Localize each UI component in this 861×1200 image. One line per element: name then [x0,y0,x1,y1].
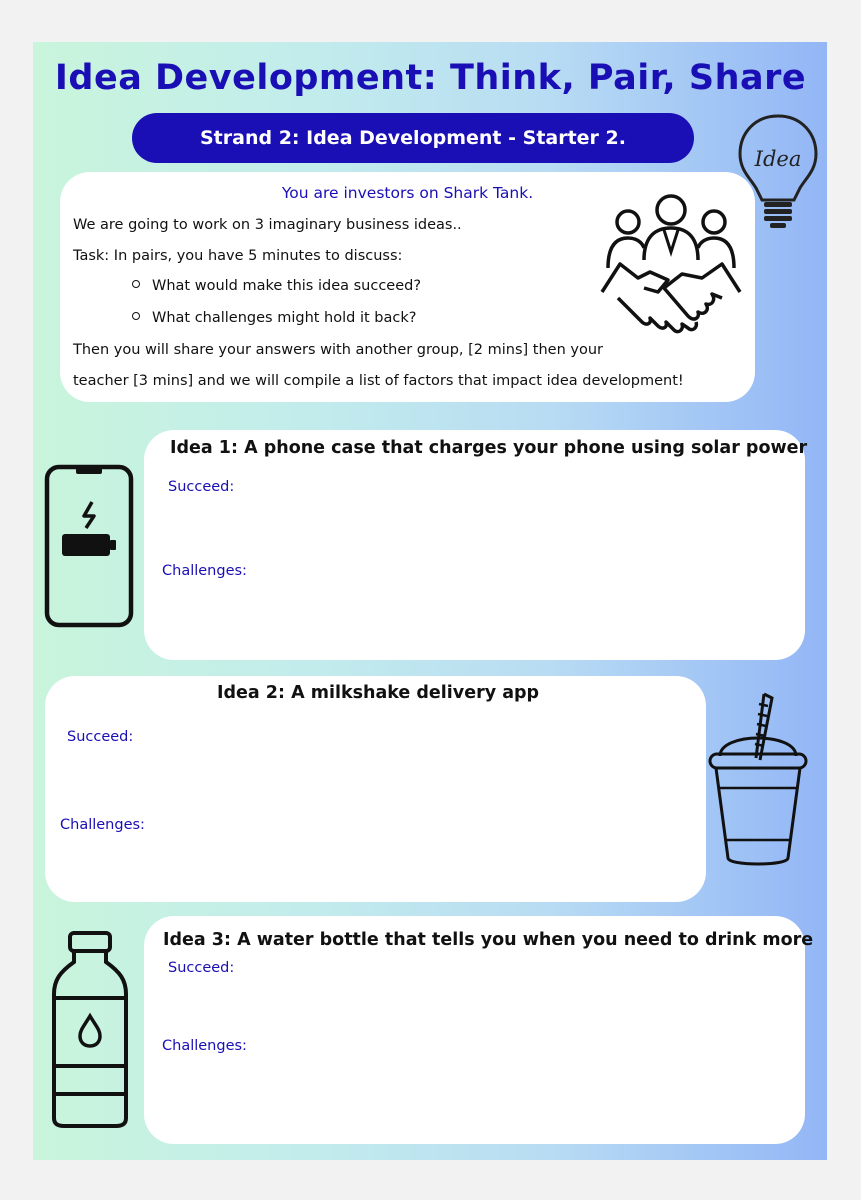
intro-bullet-2-text: What challenges might hold it back? [152,310,417,326]
idea-3-title: Idea 3: A water bottle that tells you when you need to drink more [163,930,814,950]
intro-heading: You are investors on Shark Tank. [281,184,534,202]
idea-2-title: Idea 2: A milkshake delivery app [217,683,540,703]
idea-1-succeed-label: Succeed: [168,479,235,495]
idea-2-card [45,676,706,902]
idea-1-title: Idea 1: A phone case that charges your phone using solar power [170,438,808,458]
bullet-marker [132,280,140,288]
handshake-investors-icon [598,188,744,348]
idea-2-succeed-label: Succeed: [67,729,134,745]
idea-2-challenges-label: Challenges: [60,817,145,833]
strand-banner: Strand 2: Idea Development - Starter 2. [132,113,694,163]
lightbulb-idea-label: Idea [754,147,802,171]
idea-3-card [144,916,814,1144]
idea-1-challenges-label: Challenges: [162,563,247,579]
idea-3-succeed-label: Succeed: [168,960,235,976]
water-bottle-icon [50,930,130,1130]
milkshake-cup-icon [706,690,810,874]
bullet-marker [132,312,140,320]
idea-3-challenges-label: Challenges: [162,1038,247,1054]
intro-bullet-1 [132,278,421,294]
intro-line-3: Then you will share your answers with another group, [2 mins] then your [73,342,603,358]
intro-line-2: Task: In pairs, you have 5 minutes to discuss: [73,248,403,264]
intro-bullet-1-text: What would make this idea succeed? [152,278,422,294]
page-title: Idea Development: Think, Pair, Share [54,58,807,98]
intro-line-4: teacher [3 mins] and we will compile a list of factors that impact idea development! [73,373,684,389]
intro-line-1: We are going to work on 3 imaginary business ideas.. [73,217,462,233]
idea-1-card [144,430,808,660]
phone-battery-icon [44,464,134,628]
intro-bullet-2 [132,310,416,326]
